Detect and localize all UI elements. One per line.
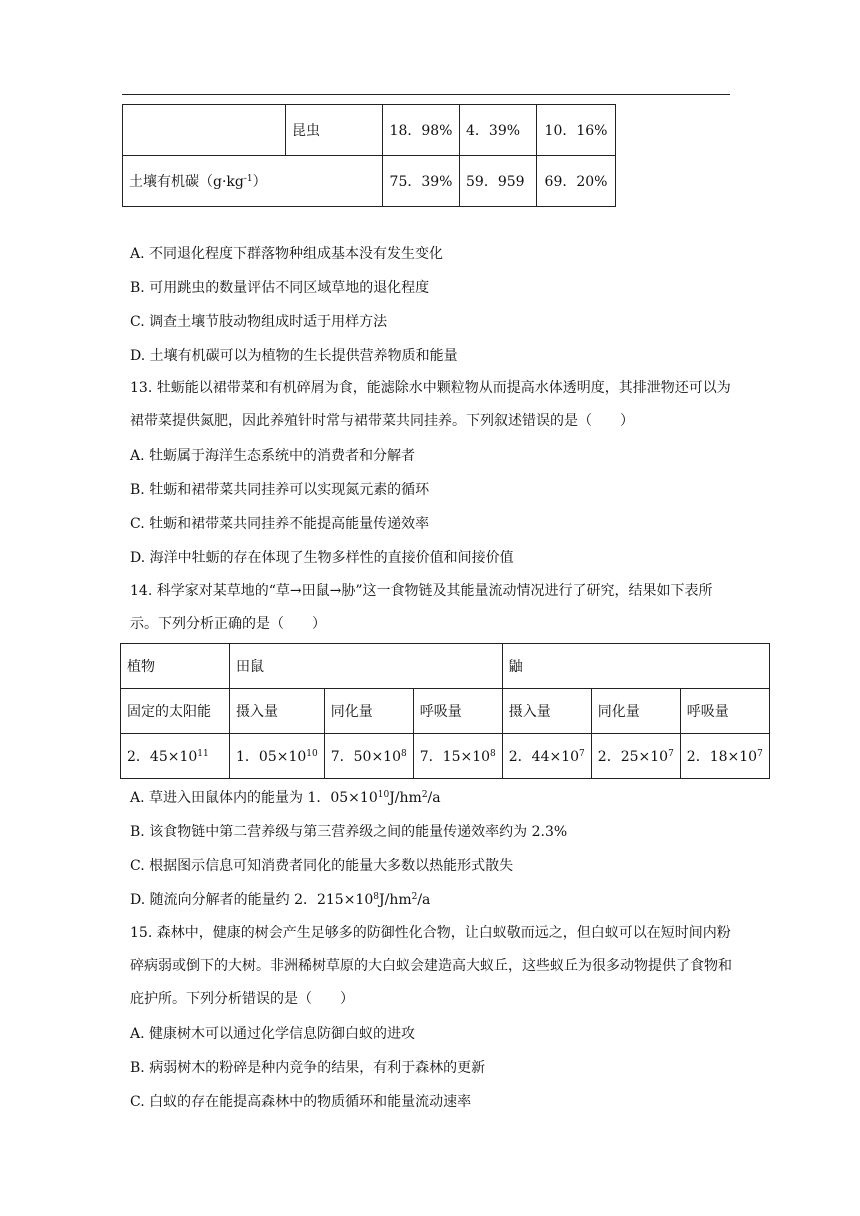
q12-option-d: D. 土壤有机碳可以为植物的生长提供营养物质和能量 [130, 348, 458, 364]
q14-stem: 14. 科学家对某草地的“草→田鼠→胁”这一食物链及其能量流动情况进行了研究，结果如下表所示。下列分析正确的是（ ） [130, 583, 713, 632]
table-cell: 同化量 [591, 689, 680, 734]
q14-option-d: D. 随流向分解者的能量约 2．$215\times 10^8J/hm^2/a$ [130, 892, 431, 908]
table-cell: 固定的太阳能 [121, 689, 230, 734]
table-cell: 呼吸量 [413, 689, 502, 734]
q14-option-b: B. 该食物链中第二营养级与第三营养级之间的能量传递效率约为 2.3% [130, 824, 568, 840]
header-rule [122, 94, 730, 95]
q14-option-a: A. 草进入田鼠体内的能量为 1．$05\times 10^{10}J/hm^2/a$ [130, 790, 441, 806]
q13-option-d: D. 海洋中牡蛎的存在体现了生物多样性的直接价值和间接价值 [130, 550, 514, 566]
table-cell: 69．20% [537, 156, 616, 207]
table-cell: 18．98% [383, 105, 460, 156]
table-row [121, 644, 770, 689]
q15-option-a: A. 健康树木可以通过化学信息防御白蚁的进攻 [130, 1026, 416, 1042]
table-cell: 呼吸量 [680, 689, 769, 734]
table-cell: 摄入量 [502, 689, 591, 734]
q14-option-c: C. 根据图示信息可知消费者同化的能量大多数以热能形式散失 [130, 858, 514, 874]
q12-option-c: C. 调查土壤节肢动物组成时适于用样方法 [130, 314, 388, 330]
q13-option-c: C. 牡蛎和裙带菜共同挂养不能提高能量传递效率 [130, 516, 430, 532]
table-row [121, 689, 770, 734]
table-cell: 10．16% [537, 105, 616, 156]
table-cell: 1．$05\times 10^{10}$ [230, 734, 325, 779]
table-cell: 摄入量 [230, 689, 325, 734]
q15-option-b: B. 病弱树木的粉碎是种内竞争的结果，有利于森林的更新 [130, 1060, 486, 1076]
q13-option-b: B. 牡蛎和裙带菜共同挂养可以实现氮元素的循环 [130, 482, 430, 498]
table-cell: 75．39% [383, 156, 460, 207]
table-cell: 59．959 [460, 156, 537, 207]
table-cell: 2．$25\times 10^7$ [591, 734, 680, 779]
table-cell: 4．39% [460, 105, 537, 156]
table-cell: 同化量 [324, 689, 413, 734]
q12-option-b: B. 可用跳虫的数量评估不同区域草地的退化程度 [130, 280, 430, 296]
table-cell: 2．$44\times 10^7$ [502, 734, 591, 779]
q13-stem: 13. 牡蛎能以裙带菜和有机碎屑为食，能滤除水中颗粒物从而提高水体透明度，其排泄物还可以为裙带菜提供氮肥，因此养殖针时常与裙带菜共同挂养。下列叙述错误的是（ ） [130, 380, 731, 429]
table-cell: 2．$45\times 10^{11}$ [121, 734, 230, 779]
q15-stem: 15. 森林中，健康的树会产生足够多的防御性化合物，让白蚁敬而远之，但白蚁可以在短时间内粉碎病弱或倒下的大树。非洲稀树草原的大白蚁会建造高大蚁丘，这些蚁丘为很多动物提供了食物和庇护所。下列分析错误的是（ ） [130, 925, 732, 1007]
table-row [123, 156, 616, 207]
q12-option-a: A. 不同退化程度下群落物种组成基本没有发生变化 [130, 246, 444, 262]
soil-fauna-table-continued [122, 104, 616, 207]
table-row [123, 105, 616, 156]
table-cell-label: 土壤有机碳$(g\cdot kg^{-1})$ [123, 156, 383, 207]
table-cell: 7．$50\times 10^8$ [324, 734, 413, 779]
table-header-plant: 植物 [121, 644, 230, 689]
energy-flow-table [120, 643, 770, 779]
table-header-weasel: 鼬 [502, 644, 769, 689]
table-cell-empty [123, 105, 286, 156]
table-cell: 2．$18\times 10^7$ [680, 734, 769, 779]
q13-option-a: A. 牡蛎属于海洋生态系统中的消费者和分解者 [130, 448, 416, 464]
table-cell: 7．$15\times 10^8$ [413, 734, 502, 779]
q15-option-c: C. 白蚁的存在能提高森林中的物质循环和能量流动速率 [130, 1094, 472, 1110]
table-row [121, 734, 770, 779]
table-cell-label: 昆虫 [286, 105, 383, 156]
table-header-vole: 田鼠 [230, 644, 503, 689]
